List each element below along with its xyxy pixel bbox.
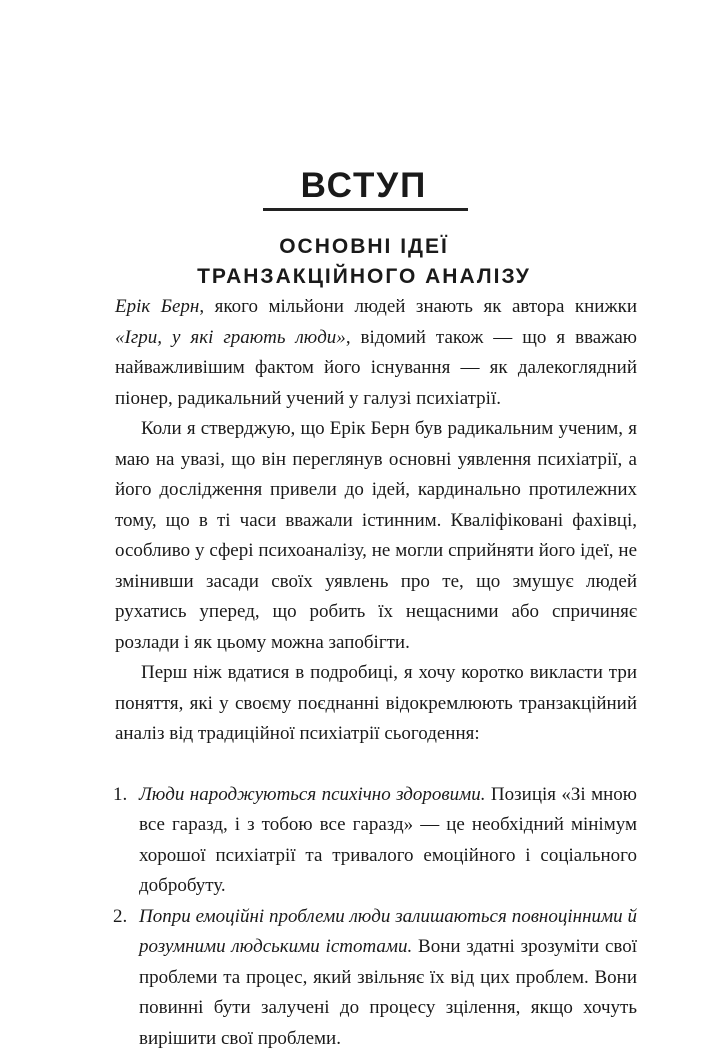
list-item-emphasis: Попри емоційні проблеми люди залишаються повноцінними й розумними людськими істотами. [139, 906, 637, 958]
book-title: «Ігри, у які грають люди» [115, 327, 346, 348]
list-item [115, 902, 637, 1054]
concept-list [115, 780, 637, 1054]
section-title-line-1: ОСНОВНІ ІДЕЇ [0, 232, 728, 262]
paragraph-3: Перш ніж вдатися в подробиці, я хочу коротко викласти три поняття, які у своєму поєднанні відокремлюють транзакційний аналіз від традиційної психіатрії сьогодення: [115, 658, 637, 750]
list-item-emphasis: Люди народжуються психічно здоровими. [139, 784, 486, 805]
paragraph-2: Коли я стверджую, що Ерік Берн був радикальним ученим, я маю на увазі, що він переглянув основні уявлення психіатрії, а його дослідження привели до ідей, кардинально протилежних тому, що в ті часи вважали істинним. Кваліфіковані фахівці, особливо у сфері психоаналізу, не могли сприйняти його ідеї, не змінивши засади своїх уявлень про те, що змушує людей рухатись уперед, що робить їх нещасними або спричиняє розлади і як цьому можна запобігти. [115, 414, 637, 658]
chapter-title: ВСТУП [0, 166, 728, 206]
author-name: Ерік Берн [115, 296, 199, 317]
paragraph-1-text-a: , якого мільйони людей знають як автора книжки [199, 296, 637, 317]
section-title [0, 232, 728, 292]
paragraph-1-text-b: , відомий також — що я вважаю найважливішим фактом його існування — як далекоглядний піонер, радикальний учений у галузі психіатрії. [115, 327, 637, 409]
list-item-text: Вони здатні зрозуміти свої проблеми та процес, який звільняє їх від цих проблем. Вони повинні бути залучені до процесу зцілення, якщо хочуть вирішити свої проблеми. [139, 936, 637, 1049]
list-item-number: 2. [113, 902, 127, 933]
body-text [115, 292, 637, 1054]
list-item [115, 780, 637, 902]
list-item-text: Позиція «Зі мною все гаразд, і з тобою все гаразд» — це необхідний мінімум хорошої психіатрії та тривалого емоційного і соціального добробуту. [139, 784, 637, 897]
section-title-line-2: ТРАНЗАКЦІЙНОГО АНАЛІЗУ [0, 262, 728, 292]
paragraph-1 [115, 292, 637, 414]
title-divider [263, 208, 468, 211]
list-item-number: 1. [113, 780, 127, 811]
